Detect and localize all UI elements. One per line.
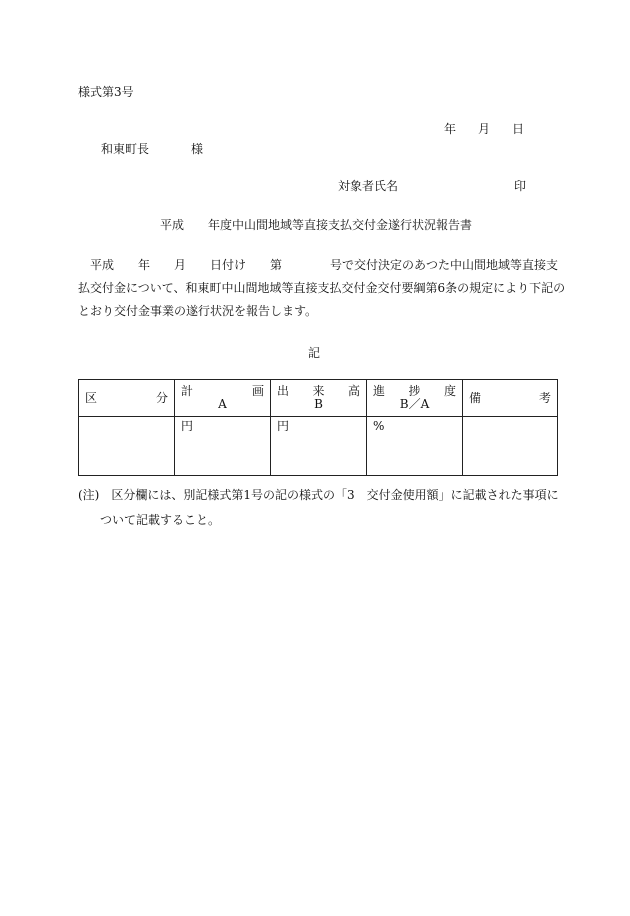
- ki-heading: 記: [308, 346, 321, 360]
- form-number: 様式第3号: [78, 85, 134, 99]
- table-row: [79, 417, 558, 476]
- cell-category[interactable]: [79, 417, 175, 476]
- note-line-2: ついて記載すること。: [100, 513, 221, 527]
- cell-actual[interactable]: [271, 417, 367, 476]
- date-line: [444, 121, 524, 137]
- header-plan: 計 画 A: [175, 380, 271, 417]
- header-remarks: 備 考: [463, 380, 558, 417]
- note-label: (注): [78, 488, 100, 502]
- unit-yen: 円: [181, 419, 194, 433]
- addressee-line: [101, 141, 203, 157]
- table-header-row: [79, 380, 558, 417]
- note-text-1: 区分欄には、別記様式第1号の記の様式の「3 交付金使用額」に記載された事項に: [111, 488, 559, 502]
- report-table: [78, 379, 558, 476]
- date-month: 月: [477, 122, 490, 136]
- note-line-1: [78, 487, 559, 503]
- document-title: 平成 年度中山間地域等直接支払交付金遂行状況報告書: [160, 218, 473, 232]
- cell-remarks[interactable]: [463, 417, 558, 476]
- header-category: 区 分: [79, 380, 175, 417]
- addressee: 和東町長: [101, 142, 150, 156]
- body-text-line-3: とおり交付金事業の遂行状況を報告します。: [78, 304, 318, 318]
- header-actual: 出 来 高 B: [271, 380, 367, 417]
- body-text-line-2: 払交付金について、和東町中山間地域等直接支払交付金交付要綱第6条の規定により下記の: [78, 281, 566, 295]
- date-day: 日: [511, 122, 524, 136]
- body-text-line-1: 平成 年 月 日付け 第 号で交付決定のあつた中山間地域等直接支: [78, 258, 559, 272]
- unit-percent: %: [373, 419, 385, 433]
- seal-mark: 印: [514, 179, 527, 193]
- cell-progress[interactable]: [367, 417, 463, 476]
- header-progress: 進 捗 度 B／A: [367, 380, 463, 417]
- applicant-label: 対象者氏名: [338, 179, 399, 193]
- unit-yen: 円: [277, 419, 290, 433]
- cell-plan[interactable]: [175, 417, 271, 476]
- date-year: 年: [444, 122, 457, 136]
- honorific: 様: [191, 142, 204, 156]
